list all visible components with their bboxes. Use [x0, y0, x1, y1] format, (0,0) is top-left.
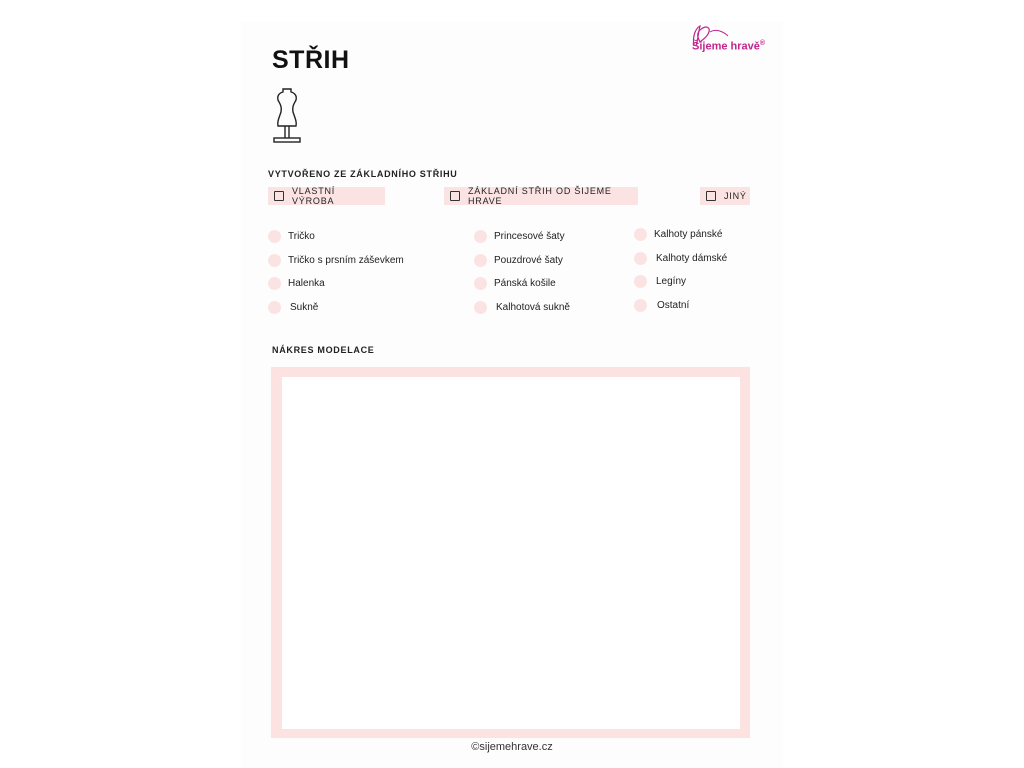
option-other[interactable] [700, 187, 750, 205]
checkbox-icon[interactable] [274, 191, 284, 201]
radio-dot[interactable] [474, 301, 487, 314]
radio-option[interactable]: Legíny [634, 275, 686, 288]
radio-option[interactable]: Sukně [268, 301, 318, 314]
base-pattern-heading: VYTVOŘENO ZE ZÁKLADNÍHO STŘIHU [268, 169, 458, 179]
radio-dot[interactable] [634, 252, 647, 265]
radio-dot[interactable] [634, 299, 647, 312]
option-label: ZÁKLADNÍ STŘIH OD ŠIJEME HRAVE [468, 186, 612, 206]
radio-dot[interactable] [268, 301, 281, 314]
option-label: VLASTNÍ VÝROBA [292, 186, 336, 206]
option-label: JINÝ [724, 191, 747, 201]
radio-option[interactable]: Kalhotová sukně [474, 301, 570, 314]
radio-dot[interactable] [474, 277, 487, 290]
page-title: STŘIH [272, 46, 350, 74]
radio-dot[interactable] [474, 230, 487, 243]
footer-copyright: ©sijemehrave.cz [471, 741, 553, 753]
radio-option[interactable]: Tričko [268, 230, 315, 243]
radio-dot[interactable] [268, 230, 281, 243]
radio-option[interactable]: Pánská košile [474, 277, 556, 290]
radio-dot[interactable] [268, 254, 281, 267]
radio-dot[interactable] [268, 277, 281, 290]
radio-option[interactable]: Ostatní [634, 299, 689, 312]
radio-option[interactable]: Halenka [268, 277, 325, 290]
radio-option[interactable]: Kalhoty dámské [634, 252, 727, 265]
logo-wordmark: Šijeme hravě® [692, 40, 766, 53]
drawing-area[interactable] [282, 377, 740, 729]
radio-option[interactable]: Princesové šaty [474, 230, 565, 243]
radio-option[interactable]: Tričko s prsním záševkem [268, 254, 404, 267]
option-own-production[interactable] [268, 187, 385, 205]
radio-dot[interactable] [634, 275, 647, 288]
drawing-heading: NÁKRES MODELACE [272, 345, 375, 355]
radio-dot[interactable] [634, 228, 647, 241]
checkbox-icon[interactable] [450, 191, 460, 201]
radio-option[interactable]: Pouzdrové šaty [474, 254, 563, 267]
radio-option[interactable]: Kalhoty pánské [634, 228, 722, 241]
radio-dot[interactable] [474, 254, 487, 267]
mannequin-icon [268, 86, 306, 146]
option-base-pattern-sijeme-hrave[interactable] [444, 187, 638, 205]
checkbox-icon[interactable] [706, 191, 716, 201]
